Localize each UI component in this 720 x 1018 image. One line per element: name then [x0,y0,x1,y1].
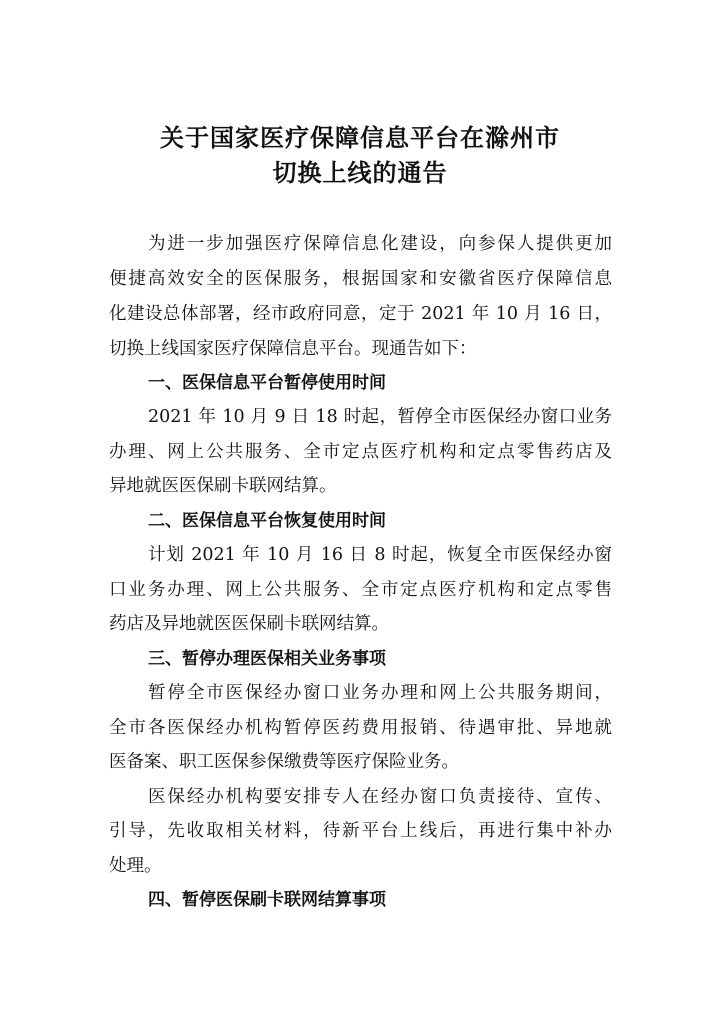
section-3-line-3: 医备案、职工医保参保缴费等医疗保险业务。 [109,752,459,772]
section-3-paragraph-2-line-2: 引导，先收取相关材料，待新平台上线后，再进行集中补办 [109,821,612,841]
section-3-line-1: 暂停全市医保经办窗口业务办理和网上公共服务期间， [148,683,612,703]
section-1-line-2: 办理、网上公共服务、全市定点医疗机构和定点零售药店及 [109,442,612,462]
section-heading-3: 三、暂停办理医保相关业务事项 [148,649,386,669]
section-3-paragraph-2-line-3: 处理。 [109,856,162,876]
document-title-line-2: 切换上线的通告 [272,158,448,187]
section-1-line-1: 2021 年 10 月 9 日 18 时起，暂停全市医保经办窗口业务 [148,407,612,427]
section-1-line-3: 异地就医医保刷卡联网结算。 [109,476,337,496]
section-heading-4: 四、暂停医保刷卡联网结算事项 [148,890,386,910]
intro-line-4: 切换上线国家医疗保障信息平台。现通告如下： [109,339,477,359]
section-2-line-1: 计划 2021 年 10 月 16 日 8 时起，恢复全市医保经办窗 [148,545,612,565]
section-heading-2: 二、医保信息平台恢复使用时间 [148,511,386,531]
intro-line-2: 便捷高效安全的医保服务，根据国家和安徽省医疗保障信息 [109,269,612,289]
document-title-line-1: 关于国家医疗保障信息平台在滁州市 [160,123,560,152]
intro-line-3: 化建设总体部署，经市政府同意，定于 2021 年 10 月 16 日， [109,304,612,324]
intro-line-1: 为进一步加强医疗保障信息化建设，向参保人提供更加 [148,234,612,254]
section-3-line-2: 全市各医保经办机构暂停医药费用报销、待遇审批、异地就 [109,718,612,738]
section-3-paragraph-2-line-1: 医保经办机构要安排专人在经办窗口负责接待、宣传、 [148,787,612,807]
section-2-line-3: 药店及异地就医医保刷卡联网结算。 [109,614,389,634]
section-2-line-2: 口业务办理、网上公共服务、全市定点医疗机构和定点零售 [109,580,612,600]
section-heading-1: 一、医保信息平台暂停使用时间 [148,373,386,393]
